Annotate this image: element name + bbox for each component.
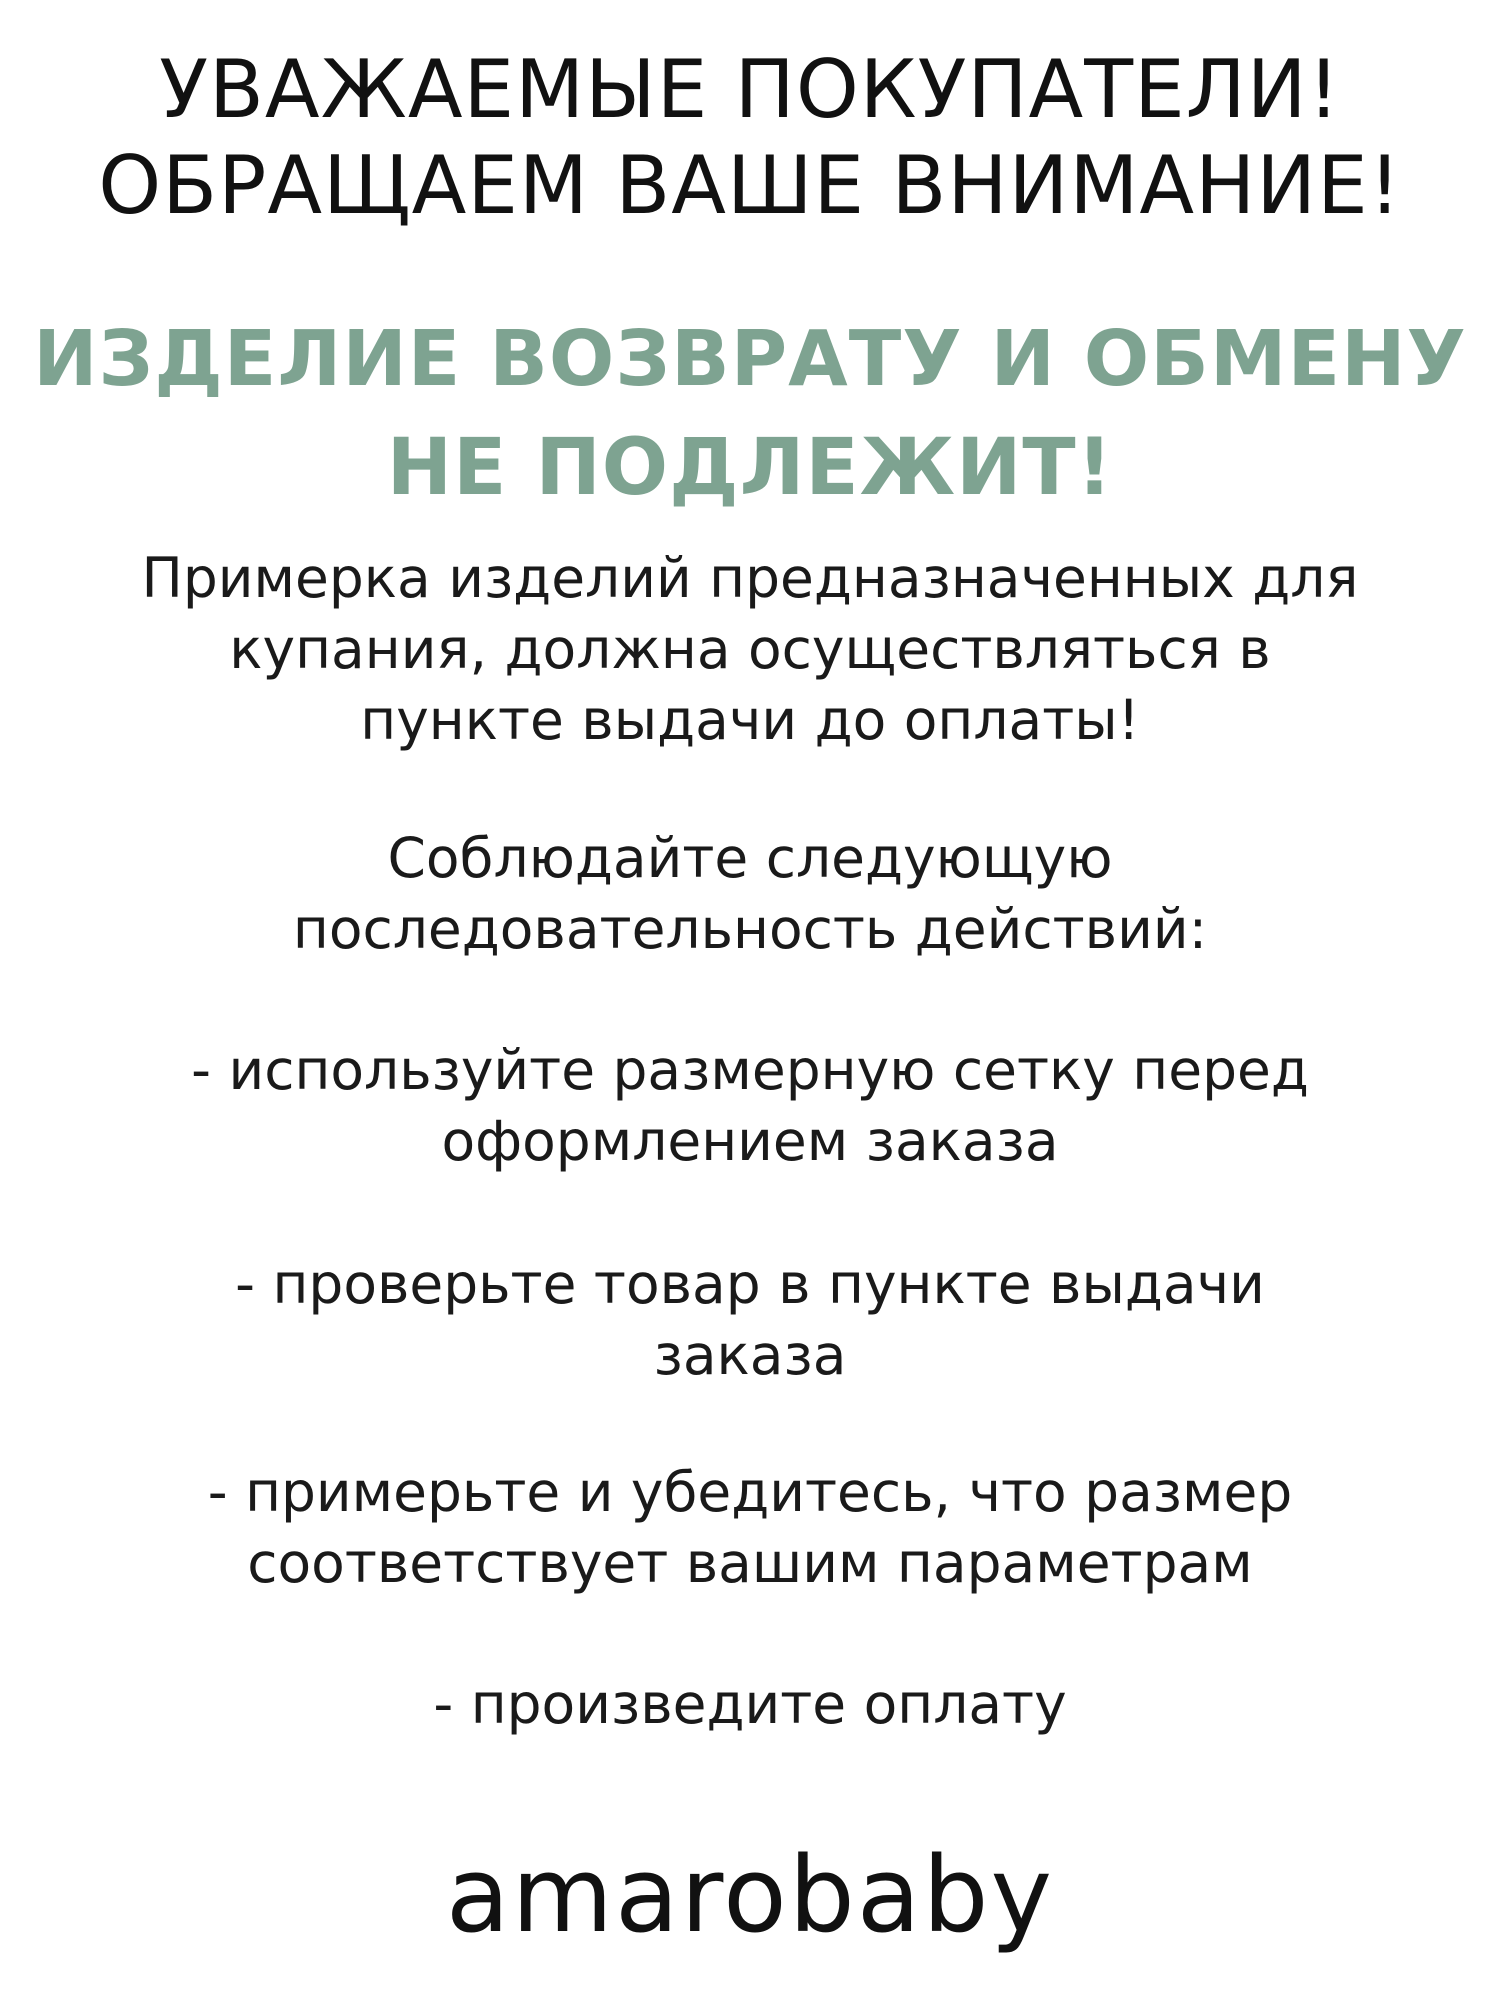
notice-header — [0, 42, 1500, 234]
warning-line-1: ИЗДЕЛИЕ ВОЗВРАТУ И ОБМЕНУ — [33, 315, 1467, 404]
paragraph-line: заказа — [653, 1323, 847, 1387]
paragraph-line: Соблюдайте следующую — [387, 826, 1113, 890]
paragraph-line: - проверьте товар в пункте выдачи — [235, 1252, 1265, 1316]
paragraph-line: последовательность действий: — [292, 897, 1208, 961]
paragraph-line: купания, должна осуществляться в — [229, 617, 1271, 681]
paragraph-line: - произведите оплату — [433, 1672, 1067, 1736]
header-line-2: ОБРАЩАЕМ ВАШЕ ВНИМАНИЕ! — [98, 139, 1402, 232]
step-size-chart — [0, 1035, 1500, 1177]
paragraph-line: Примерка изделий предназначенных для — [141, 546, 1359, 610]
paragraph-line: - используйте размерную сетку перед — [191, 1038, 1309, 1102]
sequence-intro-paragraph — [0, 823, 1500, 965]
no-return-warning — [0, 306, 1500, 522]
header-line-1: УВАЖАЕМЫЕ ПОКУПАТЕЛИ! — [159, 43, 1341, 136]
warning-line-2: НЕ ПОДЛЕЖИТ! — [386, 423, 1114, 513]
step-try-on — [0, 1457, 1500, 1599]
paragraph-line: пункте выдачи до оплаты! — [360, 688, 1140, 752]
paragraph-line: соответствует вашим параметрам — [247, 1531, 1253, 1595]
paragraph-line: оформлением заказа — [441, 1109, 1059, 1173]
step-check-item — [0, 1249, 1500, 1391]
paragraph-line: - примерьте и убедитесь, что размер — [207, 1460, 1293, 1524]
brand-logo: amarobaby — [445, 1834, 1055, 1956]
fitting-instruction-paragraph — [0, 543, 1500, 756]
step-pay — [0, 1669, 1500, 1740]
